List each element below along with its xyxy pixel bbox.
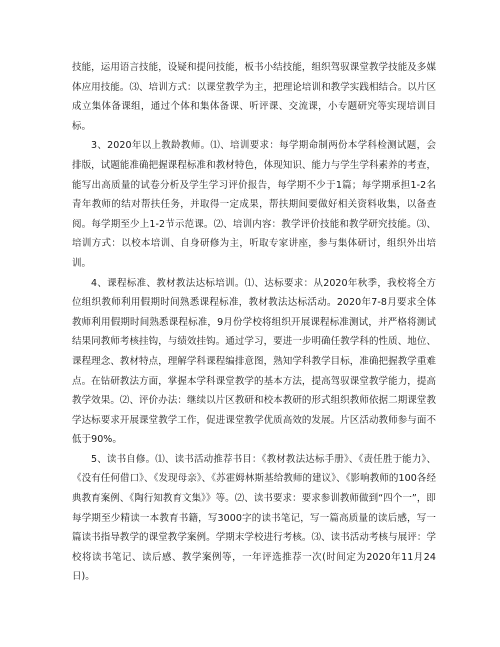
paragraph-training-methods: 技能，运用语言技能，设疑和提问技能，板书小结技能，组织驾驭课堂教学技能及多媒体应用技能。⑶、培训方式：以课堂教学为主，把理论培训和教学实践相结合。以片区成立集体备课组，通过个体和集体备课、听评课、交流课，小专题研究等实现培训目标。 [72, 62, 436, 132]
paragraph-reading-self-study: 5、读书自修。⑴、读书活动推荐书目：《教材教法达标手册》、《责任胜于能力》、《没有任何借口》、《发现母亲》、《苏霍姆林斯基给教师的建议》、《影响教师的100各经典教育案例、《陶行知教育文集》》等。⑵、读书要求：要求参训教师做到“四个一”，即每学期至少精读一本教育书籍，写3000字的读书笔记，写一篇高质量的读后感，写一篇读书指导教学的课堂教学案例。学期末学校进行考核。⑶、读书活动考核与展评：学校将读书笔记、读后感、教学案例等，一年评选推荐一次(时间定为2020年11月24日)。 [72, 453, 436, 583]
document-body [72, 58, 436, 587]
paragraph-senior-teachers: 3、2020年以上教龄教师。⑴、培训要求：每学期命制两份本学科检测试题，会排版，试题能准确把握课程标准和教材特色，体现知识、能力与学生学科素养的考查，能写出高质量的试卷分析及学生学习评价报告，每学期不少于1篇；每学期承担1-2名青年教师的结对帮扶任务，并取得一定成果，帮扶期间要做好相关资料收集，以备查阅。每学期至少上1-2节示范课。⑵、培训内容：教学评价技能和教学研究技能。⑶、培训方式：以校本培训、自身研修为主，听取专家讲座，参与集体研讨，组织外出培训。 [72, 140, 436, 269]
paragraph-curriculum-standards: 4、课程标准、教材教法达标培训。⑴、达标要求：从2020年秋季，我校将全方位组织教师利用假期时间熟悉课程标准，教材教法达标活动。2020年7-8月要求全体教师利用假期时间熟悉课程标准，9月份学校将组织开展课程标准测试，并严格将测试结果同教师考核挂钩，与绩效挂钩。通过学习，要进一步明确任教学科的性质、地位、课程理念、教材特点，理解学科课程编排意图，熟知学科教学目标，准确把握教学重难点。在钻研教法方面，掌握本学科课堂教学的基本方法，提高驾驭课堂教学能力，提高教学效果。⑵、评价办法：继续以片区教研和校本教研的形式组织教师依据二期课堂教学达标要求开展课堂教学工作，促进课堂教学优质高效的发展。片区活动教师参与面不低于90%。 [72, 277, 436, 446]
